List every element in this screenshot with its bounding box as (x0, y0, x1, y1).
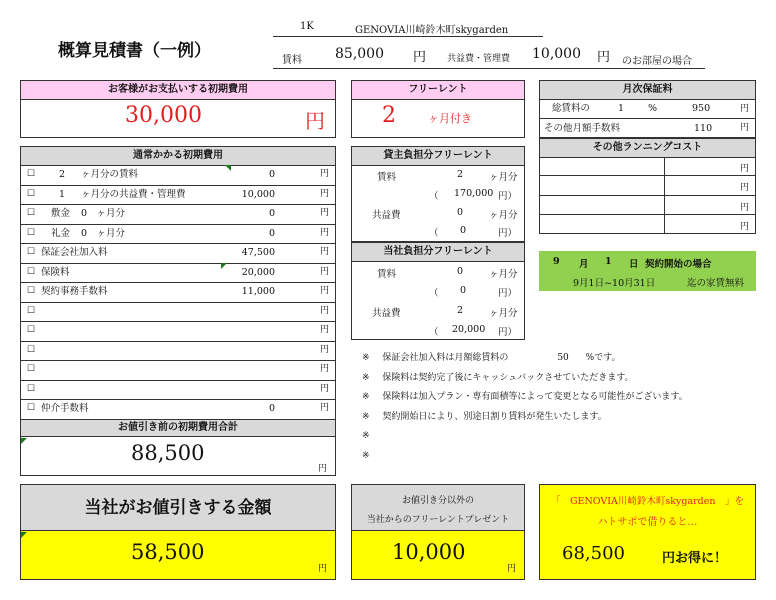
cost-row-key-money (21, 224, 335, 245)
note-4 (362, 408, 607, 428)
company-fee-label: 共益費 (372, 308, 401, 319)
cost-row-unit: 円 (319, 344, 329, 355)
guarantee-total-value: 950 (692, 103, 711, 114)
note-6 (362, 447, 370, 467)
discount-unit: 円 (318, 564, 328, 574)
cost-row-checkbox[interactable]: ☐ (27, 383, 36, 394)
landlord-fee-amount: 0 (460, 225, 467, 236)
company-fee-amount: 20,000 (452, 324, 486, 335)
company-free-header: 当社負担分フリーレント (352, 243, 524, 262)
contract-label: 契約開始の場合 (645, 259, 712, 270)
cost-row-brokerage (21, 399, 335, 420)
guarantee-pct-value: 1 (618, 103, 625, 114)
cost-row-label: ヶ月分の共益費・管理費 (81, 188, 186, 200)
cost-row-label: 保険料 (41, 266, 70, 278)
landlord-fee-amount-unit: 円） (498, 228, 518, 239)
cost-row-empty (21, 302, 335, 323)
cost-row-unit: 円 (319, 403, 329, 413)
contract-month: 9 (553, 256, 560, 267)
guarantee-other-label: その他月額手数料 (544, 123, 621, 134)
property-name: GENOVIA川崎鈴木町skygarden (355, 25, 509, 36)
guarantee-box (539, 80, 756, 138)
running-unit-2: 円 (739, 183, 749, 193)
present-box (351, 484, 525, 580)
note-1-text: 保証会社加入料は月額総賃料の (382, 353, 509, 363)
normal-cost-header: 通常かかる初期費用 (21, 147, 335, 166)
present-header-line-2: 当社からのフリーレントプレゼント (366, 515, 510, 525)
landlord-free-rent-box (351, 146, 525, 242)
running-cost-header: その他ランニングコスト (540, 139, 755, 158)
discount-header: 当社がお値引きする金額 (21, 485, 335, 531)
note-2 (362, 369, 634, 389)
note-mark: ※ (362, 372, 370, 383)
cost-row-value: 0 (268, 403, 275, 414)
contract-day-unit: 日 (629, 259, 639, 270)
contract-day: 1 (605, 256, 612, 267)
company-paren: （ (429, 288, 439, 299)
company-fee-months-unit: ヶ月分 (489, 308, 518, 319)
cost-row-empty (21, 341, 335, 362)
guarantee-row-1 (540, 99, 755, 119)
running-unit-1: 円 (739, 164, 749, 174)
company-free-rent-box (351, 242, 525, 340)
guarantee-total-label: 総賃料の (552, 103, 591, 114)
note-3-text: 保険料は加入プラン・専有面積等によって変更となる可能性がございます。 (382, 392, 688, 402)
cost-row-value: 0 (268, 208, 275, 219)
cost-row-unit: 円 (319, 188, 329, 199)
guarantee-other-unit: 円 (739, 123, 749, 133)
note-1-suffix: %です。 (585, 353, 621, 363)
note-mark: ※ (362, 411, 370, 422)
cost-row-label: ヶ月分の賃料 (81, 169, 139, 180)
landlord-amount-unit: 円） (498, 191, 518, 202)
contract-start-box (539, 251, 756, 291)
cost-row-unit: 円 (319, 227, 329, 238)
initial-cost-value: 30,000 (125, 103, 202, 128)
fee-unit: 円 (597, 50, 611, 65)
note-4-text: 契約開始日により、別途日割り賃料が発生いたします。 (382, 411, 607, 422)
free-rent-header: フリーレント (352, 81, 524, 100)
cost-row-checkbox[interactable]: ☐ (27, 266, 36, 277)
guarantee-total-unit: 円 (739, 104, 749, 114)
fee-value: 10,000 (532, 46, 581, 62)
rent-unit: 円 (413, 50, 427, 65)
note-3 (362, 388, 688, 408)
cost-row-months: 1 (59, 188, 66, 200)
cost-row-value: 0 (268, 227, 275, 239)
cost-row-rent (21, 165, 335, 186)
savings-line-1: 「 GENOVIA川崎鈴木町skygarden 」を (550, 496, 745, 507)
contract-month-unit: 月 (579, 259, 589, 270)
cost-row-insurance (21, 263, 335, 284)
cost-row-unit: 円 (319, 208, 329, 218)
free-rent-box (351, 80, 525, 138)
note-1-value: 50 (557, 353, 569, 363)
cost-row-months: 敷金 (51, 208, 71, 219)
present-header (352, 485, 524, 531)
savings-suffix: 円お得に！ (662, 551, 728, 566)
contract-period: 9月1日~10月31日 (573, 278, 656, 289)
cost-row-value: 11,000 (241, 286, 275, 297)
free-rent-unit: ヶ月付き (428, 112, 472, 125)
cost-row-value: 10,000 (241, 188, 275, 200)
cost-row-contract-fee (21, 282, 335, 303)
landlord-fee-paren: （ (429, 228, 439, 239)
cost-row-checkbox[interactable]: ☐ (27, 364, 36, 374)
cost-row-label: 0 ヶ月分 (81, 208, 126, 219)
cost-row-label: 仲介手数料 (41, 403, 89, 414)
note-mark: ※ (362, 431, 370, 441)
cost-row-unit: 円 (319, 169, 329, 179)
landlord-rent-months: 2 (457, 169, 464, 180)
cost-row-empty (21, 360, 335, 381)
company-rent-months: 0 (457, 266, 464, 277)
rent-label: 賃料 (282, 55, 302, 66)
free-rent-value: 2 (382, 103, 396, 128)
company-amount-unit: 円） (498, 288, 518, 299)
landlord-fee-label: 共益費 (372, 210, 401, 221)
cost-row-checkbox[interactable]: ☐ (27, 286, 36, 296)
landlord-fee-months: 0 (457, 207, 464, 218)
cost-row-unit: 円 (319, 305, 329, 316)
cost-row-checkbox[interactable]: ☐ (27, 227, 36, 238)
company-fee-months: 2 (457, 305, 464, 316)
company-fee-paren: （ (429, 327, 439, 338)
cost-row-unit: 円 (319, 286, 329, 296)
company-rent-label: 賃料 (377, 269, 397, 280)
total-unit: 円 (318, 464, 328, 474)
note-mark: ※ (362, 450, 370, 461)
savings-value: 68,500 (562, 543, 625, 564)
note-mark: ※ (362, 392, 370, 402)
cost-row-checkbox[interactable]: ☐ (27, 188, 36, 199)
cost-row-checkbox[interactable]: ☐ (27, 403, 36, 413)
guarantee-other-value: 110 (694, 123, 713, 134)
guarantee-row-2 (540, 119, 755, 138)
cost-row-label: 保証会社加入料 (41, 247, 108, 258)
running-unit-3: 円 (739, 203, 749, 213)
rent-suffix: のお部屋の場合 (622, 56, 692, 67)
cost-row-months: 礼金 (51, 227, 71, 239)
guarantee-header: 月次保証料 (540, 81, 755, 100)
landlord-free-header: 貸主負担分フリーレント (352, 147, 524, 166)
landlord-rent-amount: 170,000 (454, 188, 494, 199)
landlord-rent-label: 賃料 (377, 172, 397, 183)
page-title: 概算見積書（一例） (58, 41, 211, 61)
guarantee-pct-sign: % (648, 103, 658, 114)
cost-row-unit: 円 (319, 383, 329, 394)
cost-row-empty (21, 321, 335, 342)
present-header-line-1: お値引き分以外の (401, 496, 474, 506)
rent-value: 85,000 (335, 46, 384, 62)
cost-row-checkbox[interactable]: ☐ (27, 247, 36, 257)
contract-free: 迄の家賃無料 (687, 278, 745, 289)
landlord-fee-months-unit: ヶ月分 (489, 210, 518, 221)
cost-row-guarantee (21, 243, 335, 264)
note-1 (362, 349, 620, 369)
property-divider (273, 36, 543, 37)
note-5 (362, 427, 370, 447)
cost-row-deposit (21, 204, 335, 225)
notes (362, 349, 762, 469)
initial-cost-unit: 円 (305, 109, 325, 133)
present-unit: 円 (507, 564, 517, 574)
cost-row-unit: 円 (319, 325, 329, 335)
running-grid (540, 157, 755, 233)
note-2-text: 保険料は契約完了後にキャッシュバックさせていただきます。 (382, 372, 634, 383)
cost-row-unit: 円 (319, 364, 329, 374)
initial-cost-box (20, 80, 336, 138)
total-header: お値引き前の初期費用合計 (21, 419, 335, 437)
cost-row-value: 20,000 (241, 266, 275, 278)
savings-box (539, 484, 756, 580)
cost-row-checkbox[interactable]: ☐ (27, 208, 36, 218)
company-months-unit: ヶ月分 (489, 269, 518, 280)
cost-row-value: 0 (268, 169, 275, 180)
savings-line-2: ハトサポで借りると… (597, 517, 698, 528)
property-layout: 1K (300, 21, 314, 32)
cost-row-label: 契約事務手数料 (41, 286, 108, 297)
present-value: 10,000 (392, 540, 466, 564)
landlord-months-unit: ヶ月分 (489, 172, 518, 183)
cost-row-checkbox[interactable]: ☐ (27, 344, 36, 355)
cost-row-empty (21, 380, 335, 401)
landlord-paren: （ (429, 191, 439, 202)
cost-row-unit: 円 (319, 247, 329, 257)
cost-row-checkbox[interactable]: ☐ (27, 169, 36, 179)
cost-row-value: 47,500 (241, 247, 275, 258)
note-mark: ※ (362, 353, 370, 363)
fee-label: 共益費・管理費 (447, 54, 511, 64)
cost-row-fee (21, 185, 335, 206)
running-unit-4: 円 (739, 222, 749, 232)
cost-row-checkbox[interactable]: ☐ (27, 325, 36, 335)
company-rent-amount: 0 (460, 285, 467, 296)
cost-row-checkbox[interactable]: ☐ (27, 305, 36, 316)
normal-cost-rows (21, 165, 335, 419)
total-value: 88,500 (131, 441, 205, 465)
discount-box (20, 484, 336, 580)
company-fee-amount-unit: 円） (498, 327, 518, 338)
normal-cost-table (20, 146, 336, 476)
rent-underline (273, 68, 705, 69)
cost-row-unit: 円 (319, 266, 329, 277)
discount-value: 58,500 (131, 540, 205, 564)
cost-row-label: 0 ヶ月分 (81, 227, 126, 239)
initial-cost-header: お客様がお支払いする初期費用 (21, 81, 335, 100)
cost-row-months: 2 (59, 169, 66, 180)
running-cost-box (539, 138, 756, 234)
